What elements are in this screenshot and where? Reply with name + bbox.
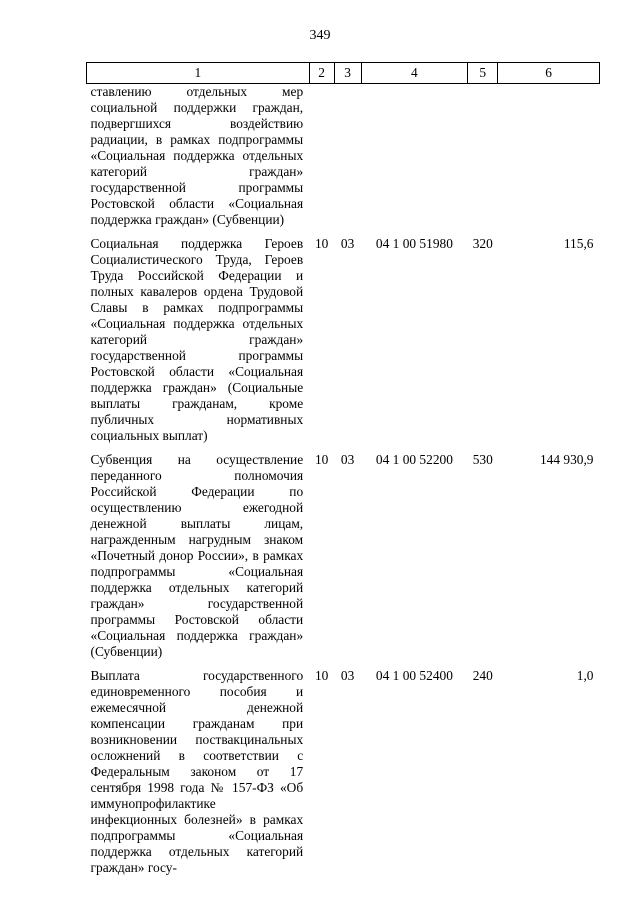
row-target-code [361,84,468,235]
table-header-row [87,63,600,84]
column-header-1: 1 [87,63,310,84]
column-header-3: 3 [334,63,361,84]
row-description: Субвенция на осуществление переданного полномочия Российской Федерации по осуществлению ежегодной денежной выплаты лицам, награжденным нагрудным знаком «Почетный донор России», в рамках подпрограммы «Социальная поддержка отдельных категорий граждан» государственной программы Ростовской области «Социальная поддержка граждан» (Субвенции) [90,452,304,659]
row-subsection: 03 [340,668,355,683]
row-target-code: 04 1 00 52200 [375,452,453,467]
column-header-6: 6 [498,63,600,84]
table-row [87,666,600,882]
row-subsection [334,84,361,235]
page-number: 349 [309,28,331,43]
row-target-code: 04 1 00 51980 [375,236,453,251]
column-header-4: 4 [361,63,468,84]
row-amount: 1,0 [576,668,594,683]
row-amount [498,84,600,235]
row-section: 10 [314,668,329,683]
table-row [87,84,600,235]
column-header-5: 5 [468,63,498,84]
row-subsection: 03 [340,452,355,467]
row-amount: 144 930,9 [539,452,594,467]
row-subsection: 03 [340,236,355,251]
table-row [87,450,600,666]
row-description: ставлению отдельных мер социальной поддержки граждан, подвергшихся воздействию радиации, в рамках подпрограммы «Социальная поддержка отдельных категорий граждан» государственной программы Ростовской области «Социальная поддержка граждан» (Субвенции) [90,84,304,227]
row-expense-type: 320 [472,236,493,251]
row-section: 10 [314,236,329,251]
budget-table [86,62,600,882]
row-description: Выплата государственного единовременного пособия и ежемесячной денежной компенсации гражданам при возникновении поствакцинальных осложнений в соответствии с Федеральным законом от 17 сентября 1998 года № 157-ФЗ «Об иммунопрофилактике инфекционных болезней» в рамках подпрограммы «Социальная поддержка отдельных категорий граждан» госу- [90,668,304,875]
row-section: 10 [314,452,329,467]
row-description: Социальная поддержка Героев Социалистического Труда, Героев Труда Российской Федерации и полных кавалеров ордена Трудовой Славы в рамках подпрограммы «Социальная поддержка отдельных категорий граждан» государственной программы Ростовской области «Социальная поддержка граждан» (Социальные выплаты гражданам, кроме публичных нормативных социальных выплат) [90,236,304,443]
row-expense-type [468,84,498,235]
row-amount: 115,6 [563,236,594,251]
row-target-code: 04 1 00 52400 [375,668,453,683]
table-row [87,234,600,450]
row-expense-type: 530 [472,452,493,467]
row-expense-type: 240 [472,668,493,683]
row-section [309,84,334,235]
column-header-2: 2 [309,63,334,84]
